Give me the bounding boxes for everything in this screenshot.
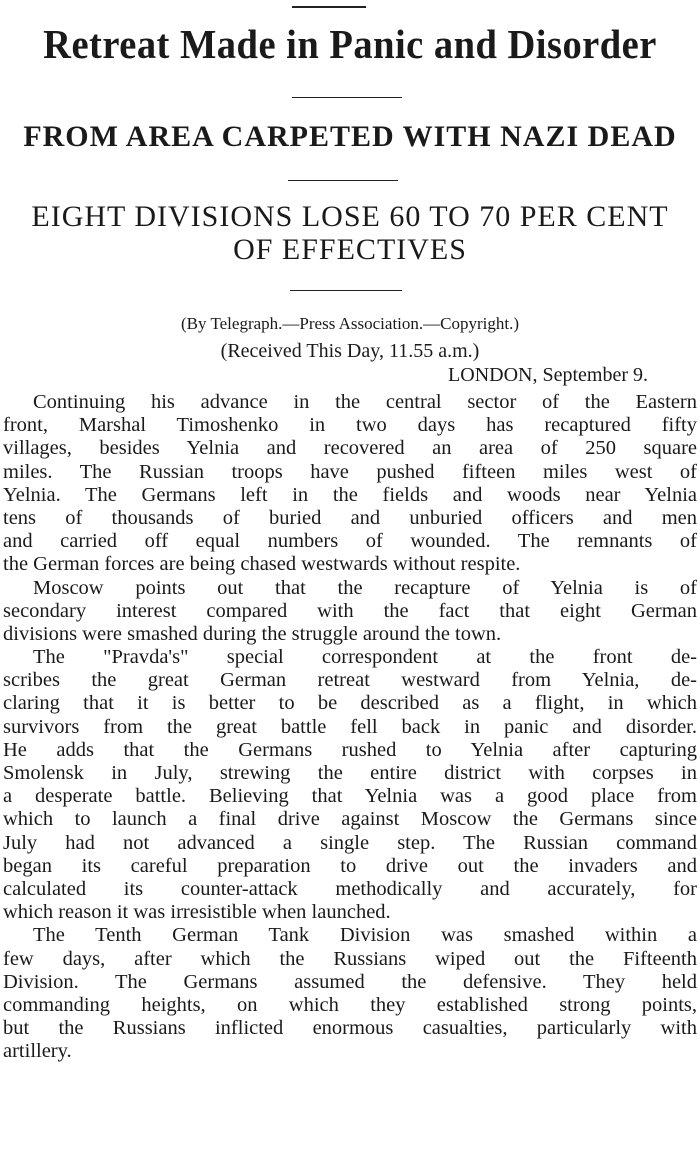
separator-rule xyxy=(290,290,402,291)
received-line: (Received This Day, 11.55 a.m.) xyxy=(220,340,480,362)
text-line: scribes the great German retreat westward from Yelnia, de- xyxy=(3,669,697,692)
article-body xyxy=(3,391,697,1063)
text-line: and carried off equal numbers of wounded. The remnants of xyxy=(3,530,697,553)
text-line: tens of thousands of buried and unburied officers and men xyxy=(3,506,697,529)
byline: (By Telegraph.—Press Association.—Copyright.) xyxy=(181,314,519,333)
text-line: began its careful preparation to drive out the invaders and xyxy=(3,854,697,877)
deck-line: OF EFFECTIVES xyxy=(233,233,467,266)
deck-line: EIGHT DIVISIONS LOSE 60 TO 70 PER CENT xyxy=(31,200,669,233)
text-line: commanding heights, on which they established strong points, xyxy=(3,993,697,1016)
text-line: but the Russians inflicted enormous casualties, particularly with xyxy=(3,1017,697,1040)
text-line: Moscow points out that the recapture of Yelnia is of xyxy=(33,576,697,599)
text-line: The "Pravda's" special correspondent at the front de- xyxy=(33,646,697,669)
text-line: which to launch a final drive against Moscow the Germans since xyxy=(3,808,697,831)
text-line: Smolensk in July, strewing the entire district with corpses in xyxy=(3,762,697,784)
text-line: villages, besides Yelnia and recovered an area of 250 square xyxy=(3,437,697,460)
text-line: a desperate battle. Believing that Yelnia was a good place from xyxy=(3,785,697,808)
deck xyxy=(0,200,700,266)
subheadline: FROM AREA CARPETED WITH NAZI DEAD xyxy=(23,120,677,153)
text-line: calculated its counter-attack methodically and accurately, for xyxy=(3,877,697,900)
text-line: Yelnia. The Germans left in the fields and woods near Yelnia xyxy=(3,483,697,506)
text-line: the German forces are being chased westwards without respite. xyxy=(3,553,521,576)
text-line: survivors from the great battle fell back in panic and disorder. xyxy=(3,715,697,738)
text-line: front, Marshal Timoshenko in two days has recaptured fifty xyxy=(3,414,697,437)
text-line: claring that it is better to be described as a flight, in which xyxy=(3,692,697,715)
separator-rule xyxy=(288,180,398,181)
dateline: LONDON, September 9. xyxy=(448,364,648,386)
separator-rule xyxy=(292,97,402,98)
text-line: Continuing his advance in the central sector of the Eastern xyxy=(33,391,697,413)
text-line: secondary interest compared with the fact that eight German xyxy=(3,599,697,622)
top-rule xyxy=(292,6,366,8)
text-line: which reason it was irresistible when launched. xyxy=(3,901,391,924)
text-line: miles. The Russian troops have pushed fifteen miles west of xyxy=(3,460,697,483)
text-line: artillery. xyxy=(3,1040,72,1063)
headline: Retreat Made in Panic and Disorder xyxy=(43,21,657,67)
text-line: few days, after which the Russians wiped out the Fifteenth xyxy=(3,947,697,970)
text-line: divisions were smashed during the struggle around the town. xyxy=(3,622,502,645)
text-line: He adds that the Germans rushed to Yelnia after capturing xyxy=(3,738,697,761)
text-line: Division. The Germans assumed the defensive. They held xyxy=(3,970,697,993)
text-line: July had not advanced a single step. The Russian command xyxy=(3,831,697,854)
text-line: The Tenth German Tank Division was smashed within a xyxy=(33,924,697,947)
